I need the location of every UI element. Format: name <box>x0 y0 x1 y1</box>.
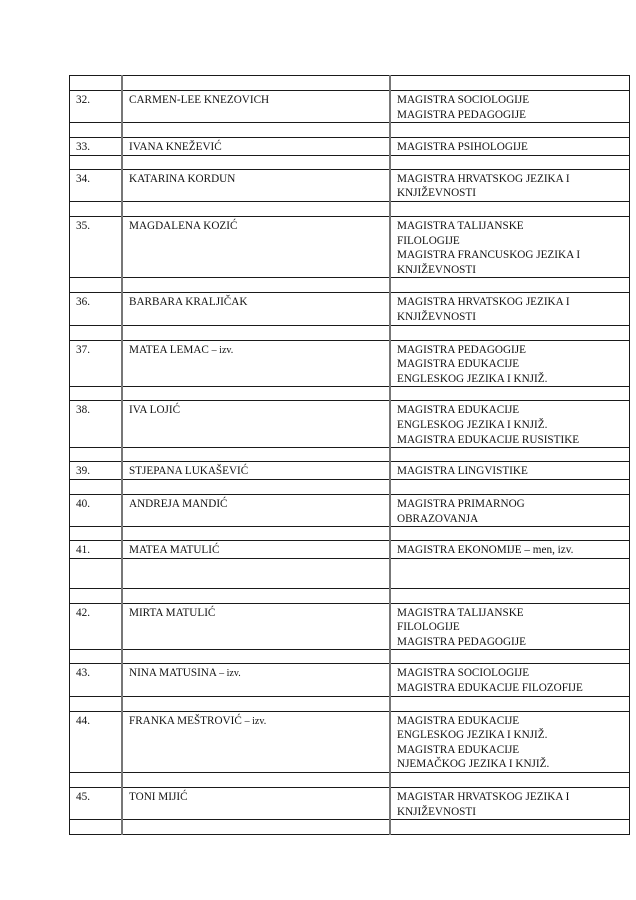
number-cell <box>70 650 123 664</box>
name-cell <box>122 448 390 462</box>
qualification-cell <box>390 340 630 387</box>
spacer-row <box>70 820 630 835</box>
qualification-cell <box>390 123 630 138</box>
qualification-cell <box>390 216 630 277</box>
qualification-cell <box>390 169 630 201</box>
name-cell <box>122 401 390 448</box>
qualification-line: MAGISTRA EDUKACIJE <box>397 743 520 756</box>
qualification-cell <box>390 479 630 494</box>
person-name: MATEA MATULIĆ <box>129 544 220 557</box>
number-cell <box>70 201 123 216</box>
number-cell: 39. <box>70 462 123 480</box>
spacer-row <box>70 123 630 138</box>
qualification-cell <box>390 155 630 169</box>
table-row <box>70 138 630 156</box>
number-cell: 36. <box>70 293 123 325</box>
spacer-row <box>70 527 630 541</box>
number-cell: 35. <box>70 216 123 277</box>
qualification-cell <box>390 603 630 650</box>
person-name: MATEA LEMAC <box>129 343 209 356</box>
number-cell <box>70 278 123 293</box>
number-cell <box>70 123 123 138</box>
table-row <box>70 216 630 277</box>
spacer-row <box>70 155 630 169</box>
qualification-cell <box>390 325 630 340</box>
number-cell: 33. <box>70 138 123 156</box>
name-cell <box>122 216 390 277</box>
qualification-line: MAGISTRA EDUKACIJE <box>397 358 520 371</box>
person-name: IVA LOJIĆ <box>129 404 181 417</box>
table-row <box>70 711 630 772</box>
qualification-cell <box>390 201 630 216</box>
name-cell <box>122 711 390 772</box>
number-cell: 40. <box>70 494 123 526</box>
person-name: FRANKA MEŠTROVIĆ <box>129 714 242 727</box>
spacer-row <box>70 278 630 293</box>
qualification-line: MAGISTRA SOCIOLOGIJE <box>397 94 530 106</box>
table-row <box>70 169 630 201</box>
qualification-line: MAGISTRA SOCIOLOGIJE <box>397 667 530 680</box>
name-cell <box>122 558 390 588</box>
number-cell <box>70 696 123 711</box>
name-cell <box>122 340 390 387</box>
qualification-line: MAGISTRA TALIJANSKE <box>397 606 524 619</box>
person-name: ANDREJA MANDIĆ <box>129 497 228 510</box>
person-name: IVANA KNEŽEVIĆ <box>129 141 222 154</box>
qualification-cell <box>390 387 630 401</box>
name-cell <box>122 155 390 169</box>
qualification-cell <box>390 76 630 91</box>
table-row <box>70 91 630 123</box>
table-row <box>70 340 630 387</box>
number-cell <box>70 558 123 588</box>
number-cell <box>70 820 123 835</box>
person-name: MAGDALENA KOZIĆ <box>129 219 238 232</box>
name-cell <box>122 91 390 123</box>
qualification-line: MAGISTRA PEDAGOGIJE <box>397 635 526 648</box>
person-name: MIRTA MATULIĆ <box>129 606 216 619</box>
number-cell <box>70 387 123 401</box>
qualification-line: KNJIŽEVNOSTI <box>397 805 476 818</box>
number-cell: 44. <box>70 711 123 772</box>
name-cell <box>122 123 390 138</box>
number-cell <box>70 155 123 169</box>
spacer-row <box>70 387 630 401</box>
table-body <box>70 76 630 835</box>
number-cell: 41. <box>70 541 123 559</box>
number-cell: 34. <box>70 169 123 201</box>
person-name: KATARINA KORDUN <box>129 172 236 185</box>
qualification-line: MAGISTRA PEDAGOGIJE <box>397 343 526 356</box>
spacer-row <box>70 479 630 494</box>
person-name: TONI MIJIĆ <box>129 791 188 804</box>
qualification-cell <box>390 664 630 696</box>
qualification-line: KNJIŽEVNOSTI <box>397 187 476 200</box>
qualification-line: MAGISTRA PRIMARNOG <box>397 497 525 510</box>
spacer-row <box>70 76 630 91</box>
qualification-line: MAGISTRA EDUKACIJE <box>397 714 520 727</box>
name-cell <box>122 76 390 91</box>
name-cell <box>122 494 390 526</box>
qualification-cell <box>390 462 630 480</box>
name-cell <box>122 293 390 325</box>
qualification-line: MAGISTRA EDUKACIJE <box>397 404 520 417</box>
table-row <box>70 541 630 559</box>
person-name: NINA MATUSINA <box>129 667 217 680</box>
qualification-cell <box>390 820 630 835</box>
qualification-cell <box>390 711 630 772</box>
status-note: – izv. <box>244 715 267 727</box>
number-cell <box>70 479 123 494</box>
qualification-line: MAGISTRA HRVATSKOG JEZIKA I <box>397 296 570 309</box>
name-cell <box>122 138 390 156</box>
qualification-line: KNJIŽEVNOSTI <box>397 310 476 323</box>
qualification-line: MAGISTAR HRVATSKOG JEZIKA I <box>397 791 570 804</box>
qualification-line: MAGISTRA EKONOMIJE – men, izv. <box>397 544 574 557</box>
qualification-cell <box>390 588 630 603</box>
status-note: – izv. <box>219 668 241 680</box>
table-row <box>70 462 630 480</box>
table-row <box>70 603 630 650</box>
name-cell <box>122 278 390 293</box>
qualification-cell <box>390 278 630 293</box>
table-row <box>70 293 630 325</box>
qualification-cell <box>390 773 630 788</box>
number-cell <box>70 588 123 603</box>
qualification-line: ENGLESKOG JEZIKA I KNJIŽ. <box>397 418 548 431</box>
name-cell <box>122 387 390 401</box>
status-note: – izv. <box>211 344 234 356</box>
number-cell <box>70 527 123 541</box>
name-cell <box>122 788 390 820</box>
name-cell <box>122 773 390 788</box>
table-row <box>70 494 630 526</box>
qualification-line: ENGLESKOG JEZIKA I KNJIŽ. <box>397 372 548 385</box>
qualification-line: ENGLESKOG JEZIKA I KNJIŽ. <box>397 729 548 742</box>
qualification-line: KNJIŽEVNOSTI <box>397 263 476 276</box>
name-cell <box>122 541 390 559</box>
spacer-row <box>70 696 630 711</box>
table-row <box>70 401 630 448</box>
name-cell <box>122 696 390 711</box>
name-cell <box>122 479 390 494</box>
number-cell: 43. <box>70 664 123 696</box>
number-cell: 38. <box>70 401 123 448</box>
name-cell <box>122 650 390 664</box>
qualification-line: MAGISTRA TALIJANSKE <box>397 219 524 232</box>
qualification-line: OBRAZOVANJA <box>397 512 479 525</box>
name-cell <box>122 588 390 603</box>
number-cell: 37. <box>70 340 123 387</box>
number-cell <box>70 325 123 340</box>
qualification-cell <box>390 527 630 541</box>
person-name: BARBARA KRALJIČAK <box>129 296 248 309</box>
qualification-cell <box>390 401 630 448</box>
qualification-cell <box>390 448 630 462</box>
qualification-cell <box>390 788 630 820</box>
qualification-cell <box>390 650 630 664</box>
name-cell <box>122 325 390 340</box>
name-cell <box>122 603 390 650</box>
staff-qualifications-table <box>69 75 630 835</box>
person-name: STJEPANA LUKAŠEVIĆ <box>129 465 249 478</box>
qualification-line: MAGISTRA EDUKACIJE RUSISTIKE <box>397 433 580 446</box>
spacer-row <box>70 448 630 462</box>
name-cell <box>122 201 390 216</box>
name-cell <box>122 664 390 696</box>
number-cell <box>70 76 123 91</box>
number-cell: 32. <box>70 91 123 123</box>
qualification-line: MAGISTRA PEDAGOGIJE <box>397 108 526 121</box>
qualification-line: MAGISTRA HRVATSKOG JEZIKA I <box>397 172 570 185</box>
qualification-line: NJEMAČKOG JEZIKA I KNJIŽ. <box>397 758 550 771</box>
name-cell <box>122 527 390 541</box>
qualification-line: MAGISTRA FRANCUSKOG JEZIKA I <box>397 249 581 262</box>
qualification-cell <box>390 293 630 325</box>
name-cell <box>122 462 390 480</box>
qualification-cell <box>390 541 630 559</box>
qualification-line: FILOLOGIJE <box>397 234 460 247</box>
qualification-cell <box>390 138 630 156</box>
name-cell <box>122 169 390 201</box>
name-cell <box>122 820 390 835</box>
spacer-row <box>70 558 630 588</box>
qualification-line: MAGISTRA LINGVISTIKE <box>397 465 528 478</box>
qualification-line: MAGISTRA EDUKACIJE FILOZOFIJE <box>397 682 583 695</box>
qualification-cell <box>390 494 630 526</box>
person-name: CARMEN-LEE KNEZOVICH <box>129 94 270 106</box>
spacer-row <box>70 325 630 340</box>
qualification-cell <box>390 696 630 711</box>
qualification-line: FILOLOGIJE <box>397 621 460 634</box>
number-cell: 42. <box>70 603 123 650</box>
table-row <box>70 788 630 820</box>
qualification-cell <box>390 91 630 123</box>
spacer-row <box>70 588 630 603</box>
spacer-row <box>70 201 630 216</box>
table-row <box>70 664 630 696</box>
qualification-line: MAGISTRA PSIHOLOGIJE <box>397 141 528 154</box>
spacer-row <box>70 650 630 664</box>
number-cell <box>70 773 123 788</box>
number-cell: 45. <box>70 788 123 820</box>
spacer-row <box>70 773 630 788</box>
number-cell <box>70 448 123 462</box>
qualification-cell <box>390 558 630 588</box>
